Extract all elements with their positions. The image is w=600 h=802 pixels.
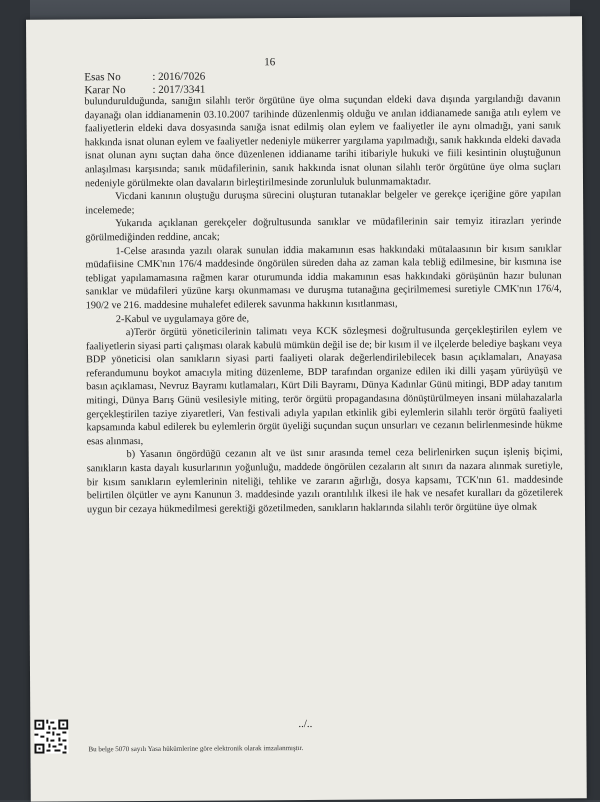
esas-no-value: : 2016/7026 [152,70,206,83]
karar-no-value: : 2017/3341 [152,83,206,96]
paragraph: 2-Kabul ve uygulamaya göre de, [115,312,250,325]
paragraph: b) Yasanın öngördüğü cezanın alt ve üst sınır arasında temel ceza belirlenirken suçun işleniş biçimi, sanıkların kasta dayalı kusurlarının yoğunluğu, maddede öngörülen cezaların alt sınırı da nazara alınmak suretiyle, bir kısım sanıkların eylemlerinin niteliği, tehlike ve zararın ağırlığı, dosya kapsamı, TCK'nın 61. maddesinde belirtilen ölçütler ve aynı Kanunun 3. maddesinde yazılı orantılılık ilkesi ile hak ve nesafet kuralları da gözetilerek uygun bir cezaya hükmedilmesi gerektiği gözetilmeden, sanıkların haklarında silahlı terör örgütüne üye olmak [86,446,563,516]
qr-code-icon [34,719,68,753]
paragraph: Yukarıda açıklanan gerekçeler doğrultusunda sanıklar ve müdafilerinin sair temyiz itirazları yerinde görülmediğinden reddine, ancak; [85,215,562,244]
continuation-mark: ../.. [298,717,313,731]
document-body [84,92,563,516]
paragraph: 1-Celse arasında yazılı olarak sunulan iddia makamının esas hakkındaki mütalaasının bir kısım sanıklar müdafiisine CMK'nın 176/4 maddesinde öngörülen süreden daha az zaman kala tebliğ edilmesine, bir kısmına ise tebligat yapılamamasına rağmen karar oturumunda iddia makamının esas hakkındaki görüşünün hazır bulunan sanıklar ve müdafileri yüzüne karşı okunmaması ve duruşma tutanağına geçirilmemesi suretiyle CMK'nın 176/4, 190/2 ve 216. maddesine muhalefet edilerek savunma hakkının kısıtlanması, [85,242,562,312]
paragraph: bulundurulduğunda, sanığın silahlı terör örgütüne üye olma suçundan eldeki dava dışında yargılandığı davanın dayanağı olan iddianamenin 03.10.2007 tarihinde düzenlenmiş olduğu ve anılan iddianamede sanığa atılı eylem ve faaliyetlerin eldeki dava dosyasında sanığa isnat edilmiş olan eylem ve faaliyetler ile aynı olmadığı, yani sanık hakkında isnat olunan eylem ve faaliyetler nedeniyle mükerrer yargılama yapılmadığı, sanık hakkında eldeki davada isnat olunan aynı suçtan daha önce düzenlenen iddianame tarihi itibariyle hukuki ve fiili kesintinin oluştuğunun anlaşılması karşısında; sanık müdafilerinin, sanık hakkında isnat olunan silahlı terör örgütüne üye olma suçları nedeniyle görülmekte olan davaların birleştirilmesinde zorunluluk bulunmamaktadır. [84,93,561,189]
electronic-signature-note: Bu belge 5070 sayılı Yasa hükümlerine göre elektronik olarak imzalanmıştır. [88,744,304,754]
page-number: 16 [264,56,276,69]
esas-no-row [84,71,205,84]
document-page [26,16,587,801]
paragraph: a)Terör örgütü yöneticilerinin talimatı veya KCK sözleşmesi doğrultusunda gerçekleştirilen eylem ve faaliyetlerin siyasi parti çalışması olarak kabulü mümkün değil ise de; bir kısım il ve ilçelerde belediye başkanı veya BDP yöneticisi olan sanıkların siyasi parti faaliyeti olarak değerlendirilebilecek basın açıklamaları, Anayasa referandumunu boykot amacıyla miting düzenleme, BDP tarafından organize edilen iki dilli yaşam yürüyüşü ve basın açıklaması, Nevruz Bayramı kutlamaları, Kürt Dili Bayramı, Dünya Kadınlar Günü mitingi, BDP aday tanıtım mitingi, Dünya Barış Günü vesilesiyle miting, terör örgütü propagandasına dönüştürülmeyen insani mülahazalarla gerçekleştirilen taziye ziyaretleri, Van festivali adıyla yapılan etkinlik gibi eylemlerin silahlı terör örgütü faaliyeti kapsamında kabul edilerek bu eylemlerin örgüt üyeliği suçundan suçun unsurları ve cezanın belirlenmesinde hükme esas alınması, [85,324,563,448]
paragraph: Vicdani kanının oluştuğu duruşma sürecini oluşturan tutanaklar belgeler ve gerekçe içeriğine göre yapılan incelemede; [85,188,562,217]
background-left [0,0,30,800]
karar-no-label: Karar No [84,84,126,97]
esas-no-label: Esas No [84,71,121,84]
